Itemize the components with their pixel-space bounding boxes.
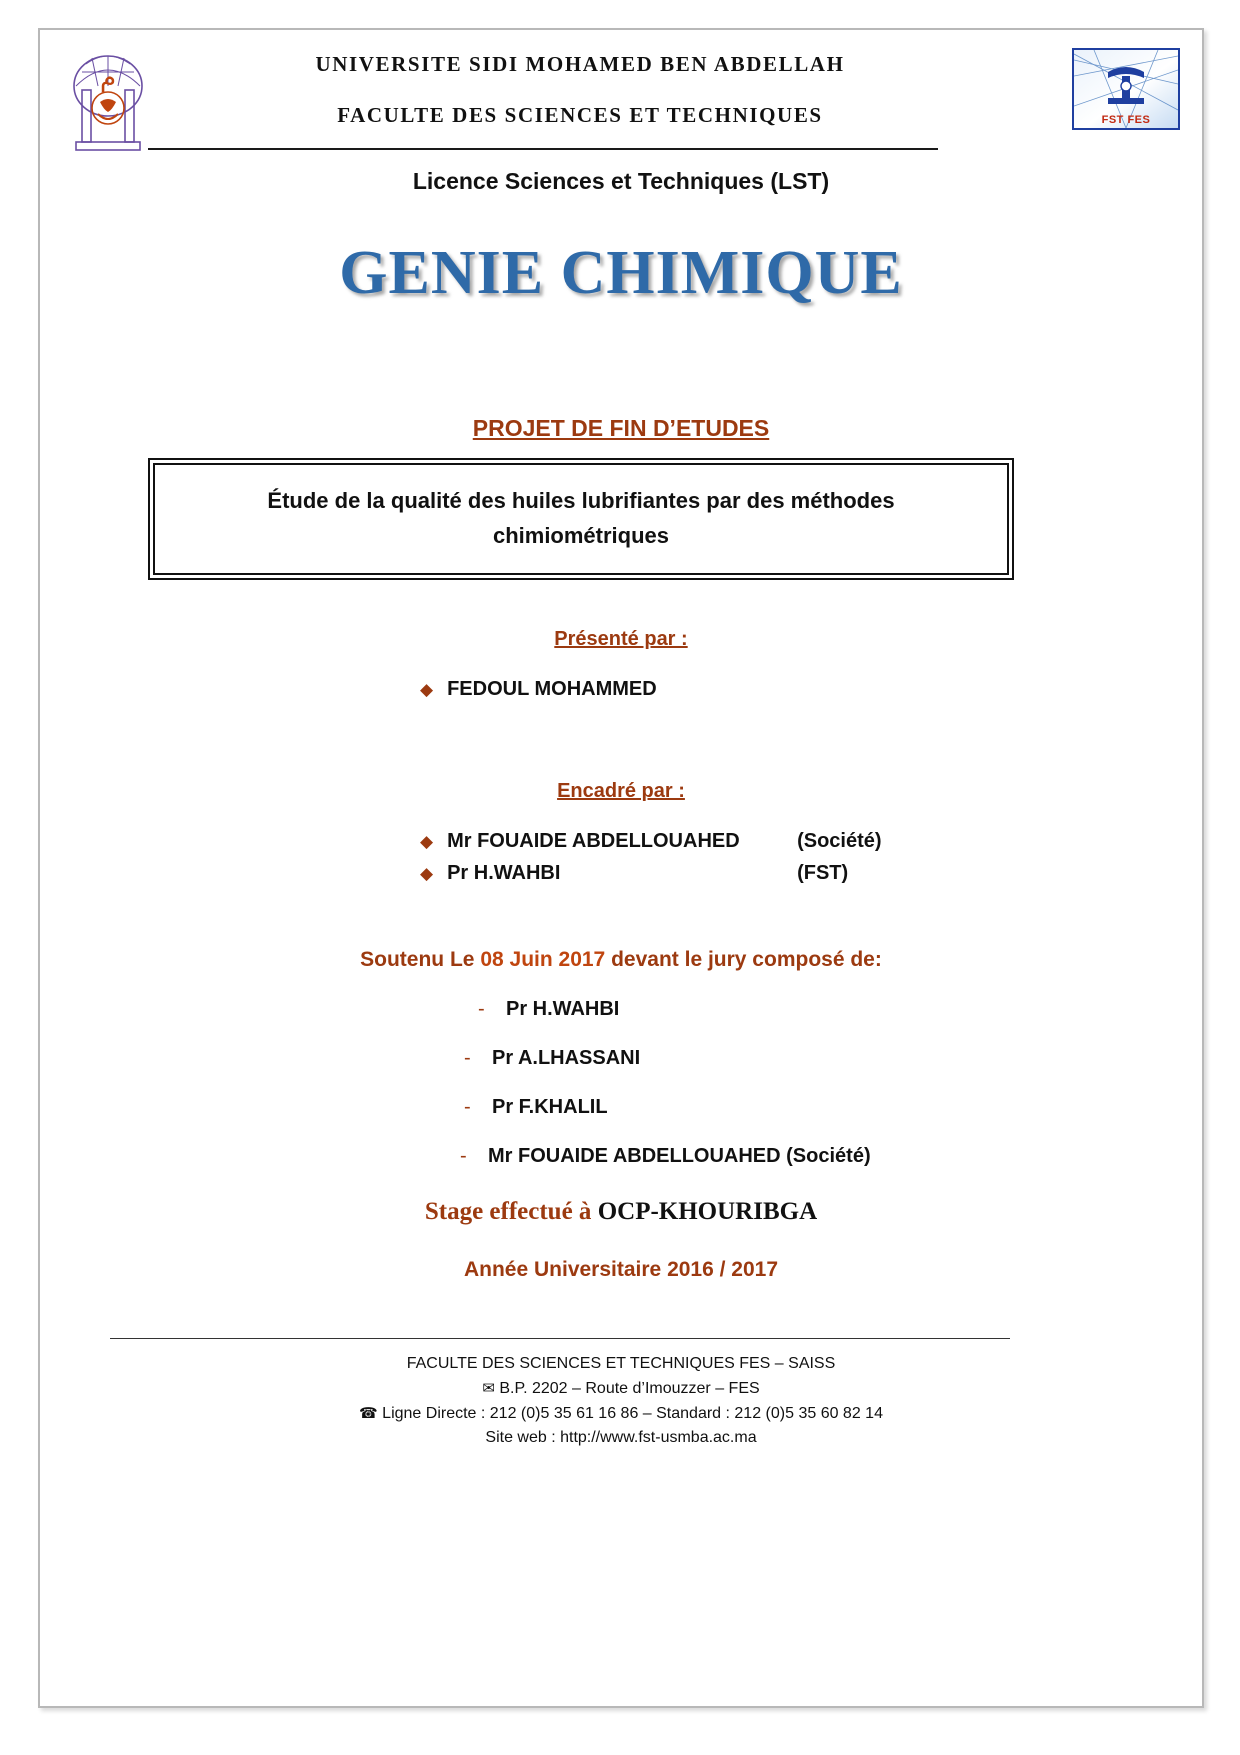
subject-line-2: chimiométriques	[492, 523, 670, 549]
jury-member-name: Pr H.WAHBI	[506, 998, 620, 1020]
internship-line	[40, 1198, 1202, 1226]
defense-suffix: devant le jury composé de:	[611, 948, 882, 971]
university-name: UNIVERSITE SIDI MOHAMED BEN ABDELLAH	[315, 52, 845, 76]
supervisor-affiliation: (Société)	[797, 830, 882, 852]
footer-line-2-row	[40, 1377, 1202, 1402]
diamond-bullet-icon: ◆	[420, 832, 434, 851]
header-divider	[148, 148, 938, 150]
document-type-label: PROJET DE FIN D’ETUDES	[472, 415, 770, 441]
footer-line-4: Site web : http://www.fst-usmba.ac.ma	[485, 1429, 757, 1447]
supervisor-item	[420, 862, 848, 885]
page-header	[40, 30, 1202, 158]
jury-member	[460, 1145, 1080, 1168]
subject-box	[148, 458, 1014, 580]
defense-date: 08 Juin 2017	[480, 948, 606, 971]
program-title: Licence Sciences et Techniques (LST)	[412, 168, 830, 194]
supervisor-item	[420, 830, 882, 853]
student-item	[420, 678, 657, 701]
footer-line-3-row	[40, 1402, 1202, 1427]
supervisor-name: Pr H.WAHBI	[447, 862, 561, 884]
supervisor-affiliation: (FST)	[797, 862, 849, 884]
jury-member-name: Mr FOUAIDE ABDELLOUAHED (Société)	[488, 1145, 871, 1167]
dash-bullet-icon: -	[464, 1047, 471, 1069]
fst-fes-logo-label: FST FES	[1101, 114, 1151, 126]
footer-line-1: FACULTE DES SCIENCES ET TECHNIQUES FES – SAISS	[406, 1355, 836, 1372]
university-seal-logo	[62, 46, 154, 156]
dash-bullet-icon: -	[478, 998, 485, 1020]
subject-line-1: Étude de la qualité des huiles lubrifiantes par des méthodes	[267, 488, 895, 513]
footer-divider	[110, 1338, 1010, 1339]
faculty-name: FACULTE DES SCIENCES ET TECHNIQUES	[337, 103, 823, 127]
jury-list	[460, 998, 1080, 1194]
fst-fes-logo	[1072, 48, 1180, 130]
presented-by-label: Présenté par :	[554, 628, 688, 650]
dash-bullet-icon: -	[464, 1096, 471, 1118]
document-page	[38, 28, 1204, 1708]
diamond-bullet-icon: ◆	[420, 864, 434, 883]
mail-icon: ✉	[482, 1379, 495, 1397]
department-title: GENIE CHIMIQUE	[339, 239, 903, 307]
presented-by-heading	[40, 628, 1202, 651]
jury-member	[460, 1096, 1080, 1119]
student-name: FEDOUL MOHAMMED	[447, 678, 657, 700]
footer-line-2: B.P. 2202 – Route d’Imouzzer – FES	[499, 1379, 760, 1397]
internship-company: OCP-KHOURIBGA	[597, 1198, 818, 1225]
defense-line	[40, 948, 1202, 972]
supervised-by-heading	[40, 780, 1202, 803]
jury-member-name: Pr F.KHALIL	[492, 1096, 608, 1118]
diamond-bullet-icon: ◆	[420, 680, 434, 699]
defense-prefix: Soutenu Le	[360, 948, 475, 971]
supervised-by-label: Encadré par :	[557, 780, 685, 802]
supervisor-name: Mr FOUAIDE ABDELLOUAHED	[447, 830, 740, 852]
academic-year: Année Universitaire 2016 / 2017	[463, 1258, 778, 1281]
jury-member	[460, 1047, 1080, 1070]
footer-line-3: Ligne Directe : 212 (0)5 35 61 16 86 – Standard : 212 (0)5 35 60 82 14	[382, 1404, 883, 1422]
jury-member-name: Pr A.LHASSANI	[492, 1047, 641, 1069]
page-footer	[40, 1352, 1202, 1451]
university-titles	[220, 52, 940, 128]
phone-icon: ☎	[359, 1404, 378, 1422]
document-type	[40, 415, 1202, 442]
jury-member	[460, 998, 1080, 1021]
dash-bullet-icon: -	[460, 1145, 467, 1167]
internship-prefix: Stage effectué à	[424, 1198, 592, 1225]
svg-text:م: م	[99, 63, 117, 92]
